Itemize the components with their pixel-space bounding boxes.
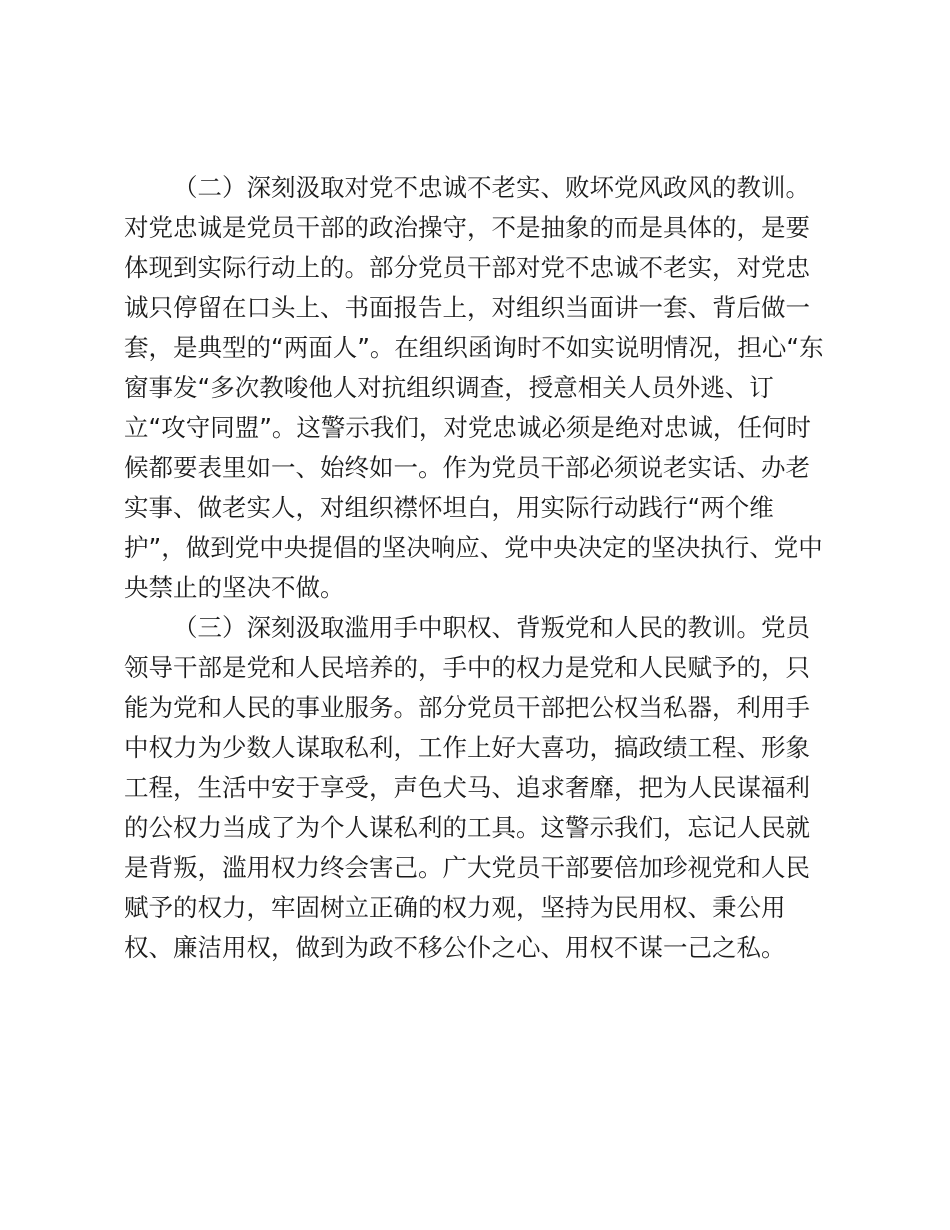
paragraph-line: 是背叛，滥用权力终会害己。广大党员干部要倍加珍视党和人民 (124, 853, 810, 882)
paragraph-line: 能为党和人民的事业服务。部分党员干部把公权当私器，利用手 (124, 693, 810, 722)
paragraph-line: 对党忠诚是党员干部的政治操守，不是抽象的而是具体的，是要 (124, 213, 810, 242)
paragraph-line: 护”，做到党中央提倡的坚决响应、党中央决定的坚决执行、党中 (124, 533, 823, 562)
paragraph-line: 套，是典型的“两面人”。在组织函询时不如实说明情况，担心“东 (124, 333, 824, 362)
paragraph-line: （三）深刻汲取滥用手中职权、背叛党和人民的教训。党员 (173, 613, 810, 642)
document-body (124, 168, 836, 968)
paragraph-line: 体现到实际行动上的。部分党员干部对党不忠诚不老实，对党忠 (124, 253, 810, 282)
paragraph-line: 赋予的权力，牢固树立正确的权力观，坚持为民用权、秉公用 (124, 893, 786, 922)
paragraph-power-abuse-lesson (124, 608, 836, 968)
paragraph-line: 候都要表里如一、始终如一。作为党员干部必须说老实话、办老 (124, 453, 810, 482)
paragraph-line: 立“攻守同盟”。这警示我们，对党忠诚必须是绝对忠诚，任何时 (124, 413, 811, 442)
paragraph-line: 权、廉洁用权，做到为政不移公仆之心、用权不谋一己之私。 (124, 933, 786, 962)
paragraph-line: 窗事发“多次教唆他人对抗组织调查，授意相关人员外逃、订 (124, 373, 774, 402)
paragraph-line: 央禁止的坚决不做。 (124, 573, 345, 602)
paragraph-line: 实事、做老实人，对组织襟怀坦白，用实际行动践行“两个维 (124, 493, 774, 522)
paragraph-line: 中权力为少数人谋取私利，工作上好大喜功，搞政绩工程、形象 (124, 733, 810, 762)
paragraph-line: 诚只停留在口头上、书面报告上，对组织当面讲一套、背后做一 (124, 293, 810, 322)
paragraph-line: 的公权力当成了为个人谋私利的工具。这警示我们，忘记人民就 (124, 813, 810, 842)
paragraph-line: （二）深刻汲取对党不忠诚不老实、败坏党风政风的教训。 (173, 173, 810, 202)
paragraph-line: 工程，生活中安于享受，声色犬马、追求奢靡，把为人民谋福利 (124, 773, 810, 802)
paragraph-line: 领导干部是党和人民培养的，手中的权力是党和人民赋予的，只 (124, 653, 810, 682)
paragraph-loyalty-lesson (124, 168, 836, 608)
